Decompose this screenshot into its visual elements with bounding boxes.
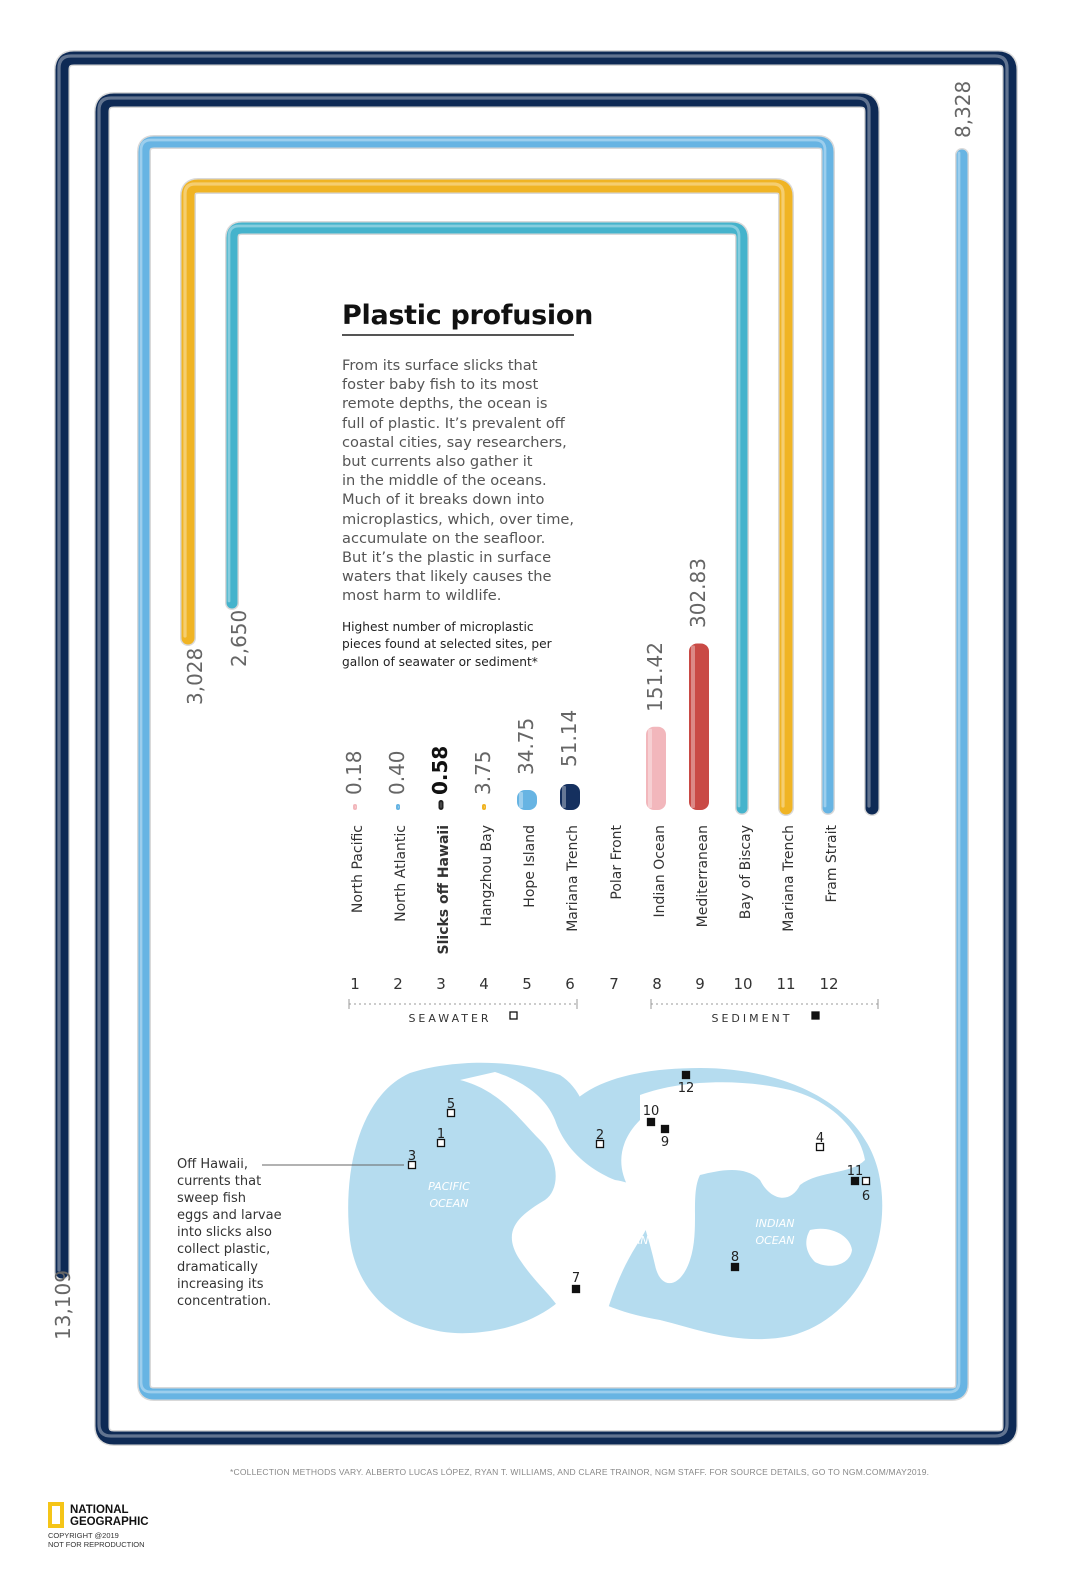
bar-highlight: [691, 645, 695, 808]
value-label: 151.42: [643, 642, 667, 712]
bar-north-pacific: [353, 804, 357, 810]
intro-line: coastal cities, say researchers,: [342, 433, 567, 451]
site-number: 12: [677, 1081, 695, 1096]
bar-polar-front: [646, 727, 666, 810]
site-number: 8: [652, 975, 662, 993]
annotation-line: into slicks also: [177, 1225, 272, 1241]
bar-hangzhou-bay: [482, 804, 486, 810]
bar-highlight: [398, 806, 399, 808]
chart-title: Plastic profusion: [342, 300, 574, 336]
category-label: Mariana Trench: [781, 825, 797, 932]
copyright-notice: [48, 1532, 145, 1549]
site-number: 11: [846, 1164, 864, 1179]
bar-highlight: [355, 806, 356, 808]
ocean-label: OCEAN: [609, 1234, 649, 1247]
site-number: 2: [393, 975, 403, 993]
copyright-line: COPYRIGHT @2019: [48, 1531, 119, 1540]
annotation-line: eggs and larvae: [177, 1208, 282, 1224]
site-number: 4: [479, 975, 489, 993]
site-number: 11: [776, 975, 796, 993]
bar-highlight: [648, 729, 652, 808]
logo-wordmark: [70, 1504, 149, 1528]
bar-highlight: [484, 806, 485, 808]
site-number: 1: [350, 975, 360, 993]
yellow-border-icon: [48, 1502, 64, 1528]
subtitle-line: pieces found at selected sites, per: [342, 637, 552, 652]
seawater-site-marker: [863, 1178, 870, 1185]
bar-hope-island: [517, 790, 537, 810]
intro-line: accumulate on the seafloor.: [342, 529, 546, 547]
logo-line: GEOGRAPHIC: [70, 1516, 149, 1528]
subtitle-line: Highest number of microplastic: [342, 620, 534, 634]
value-label: 0.58: [428, 745, 452, 795]
national-geographic-logo: [48, 1502, 188, 1552]
sediment-site-marker: [648, 1119, 655, 1126]
group-label: SEDIMENT: [711, 1012, 793, 1025]
seawater-legend-marker: [510, 1012, 517, 1019]
chart-subtitle: [342, 619, 582, 671]
annotation-line: collect plastic,: [177, 1242, 271, 1258]
value-label: 51.14: [557, 709, 581, 767]
intro-line: But it’s the plastic in surface: [342, 549, 552, 567]
site-number: 10: [642, 1104, 660, 1119]
intro-line: foster baby fish to its most: [342, 376, 539, 394]
value-label: 34.75: [514, 717, 538, 775]
intro-line: microplastics, which, over time,: [342, 510, 575, 528]
site-number: 8: [730, 1250, 740, 1265]
site-number: 6: [861, 1189, 871, 1204]
sediment-site-marker: [683, 1072, 690, 1079]
intro-line: remote depths, the ocean is: [342, 395, 548, 413]
sediment-site-marker: [573, 1286, 580, 1293]
value-label: 0.40: [385, 750, 409, 795]
site-number: 7: [609, 975, 619, 993]
category-label: Fram Strait: [824, 825, 840, 903]
category-label: Hope Island: [522, 825, 538, 908]
value-label: 3,028: [183, 647, 207, 705]
site-number: 1: [436, 1127, 446, 1142]
value-label: 3.75: [471, 750, 495, 795]
site-number: 5: [446, 1097, 456, 1112]
source-footnote: *COLLECTION METHODS VARY. ALBERTO LUCAS LÓPEZ, RYAN T. WILLIAMS, AND CLARE TRAINOR, NGM STAFF. FOR SOURCE DETAILS, GO TO NGM.COM/MAY2019.: [230, 1467, 930, 1477]
bar-slicks-off-hawaii: [439, 800, 444, 810]
bar-mariana-trench: [560, 784, 580, 810]
value-label: 2,650: [227, 609, 251, 667]
site-number: 9: [660, 1135, 670, 1150]
intro-line: full of plastic. It’s prevalent off: [342, 414, 565, 432]
category-label: Mediterranean: [695, 825, 711, 928]
group-label: SEAWATER: [408, 1012, 492, 1025]
ocean-label: OCEAN: [755, 1234, 795, 1247]
site-number: 12: [819, 975, 839, 993]
site-number: 7: [571, 1271, 581, 1286]
sediment-legend-marker: [812, 1012, 819, 1019]
bar-highlight: [519, 792, 523, 808]
annotation-line: dramatically: [177, 1259, 258, 1275]
value-label: 0.18: [342, 750, 366, 795]
site-number: 10: [733, 975, 753, 993]
category-label: Polar Front: [609, 825, 625, 900]
site-number: 4: [815, 1131, 825, 1146]
annotation-line: increasing its: [177, 1276, 264, 1292]
intro-line: Much of it breaks down into: [342, 491, 545, 509]
ocean-label: ATLANTIC: [602, 1217, 656, 1230]
ocean-label: OCEAN: [429, 1197, 469, 1210]
site-number: 3: [436, 975, 446, 993]
intro-line: most harm to wildlife.: [342, 587, 502, 605]
category-label: North Atlantic: [393, 825, 409, 922]
value-label: 302.83: [686, 558, 710, 628]
category-label: Hangzhou Bay: [479, 825, 495, 927]
annotation-line: currents that: [177, 1174, 262, 1190]
intro-line: From its surface slicks that: [342, 357, 538, 374]
subtitle-line: gallon of seawater or sediment*: [342, 654, 538, 669]
sediment-site-marker: [662, 1126, 669, 1133]
intro-line: in the middle of the oceans.: [342, 472, 547, 490]
annotation-line: concentration.: [177, 1293, 272, 1309]
ocean-label: INDIAN: [755, 1217, 795, 1230]
value-label: 13,109: [51, 1270, 75, 1340]
site-number: 3: [407, 1149, 417, 1164]
logo-line: NATIONAL: [70, 1504, 129, 1516]
hawaii-annotation: [177, 1156, 297, 1310]
bar-north-atlantic: [396, 804, 400, 810]
value-label: 8,328: [951, 80, 975, 138]
copyright-line: NOT FOR REPRODUCTION: [48, 1539, 145, 1549]
bar-indian-ocean: [689, 643, 709, 810]
category-label: Mariana Trench: [565, 825, 581, 932]
intro-line: but currents also gather it: [342, 453, 533, 471]
bar-highlight: [441, 802, 442, 808]
world-map: [262, 1063, 882, 1339]
site-number: 2: [595, 1128, 605, 1143]
site-number: 5: [522, 975, 532, 993]
intro-line: waters that likely causes the: [342, 568, 552, 586]
category-label: Bay of Biscay: [738, 825, 754, 920]
ocean-label: PACIFIC: [428, 1180, 470, 1193]
site-number: 6: [565, 975, 575, 993]
site-number: 9: [695, 975, 705, 993]
annotation-line: sweep fish: [177, 1191, 246, 1207]
category-label: Slicks off Hawaii: [436, 825, 452, 955]
intro-text: [342, 356, 580, 606]
annotation-line: Off Hawaii,: [177, 1157, 249, 1172]
bar-highlight: [562, 786, 566, 808]
category-label: North Pacific: [350, 825, 366, 914]
category-label: Indian Ocean: [652, 825, 668, 918]
